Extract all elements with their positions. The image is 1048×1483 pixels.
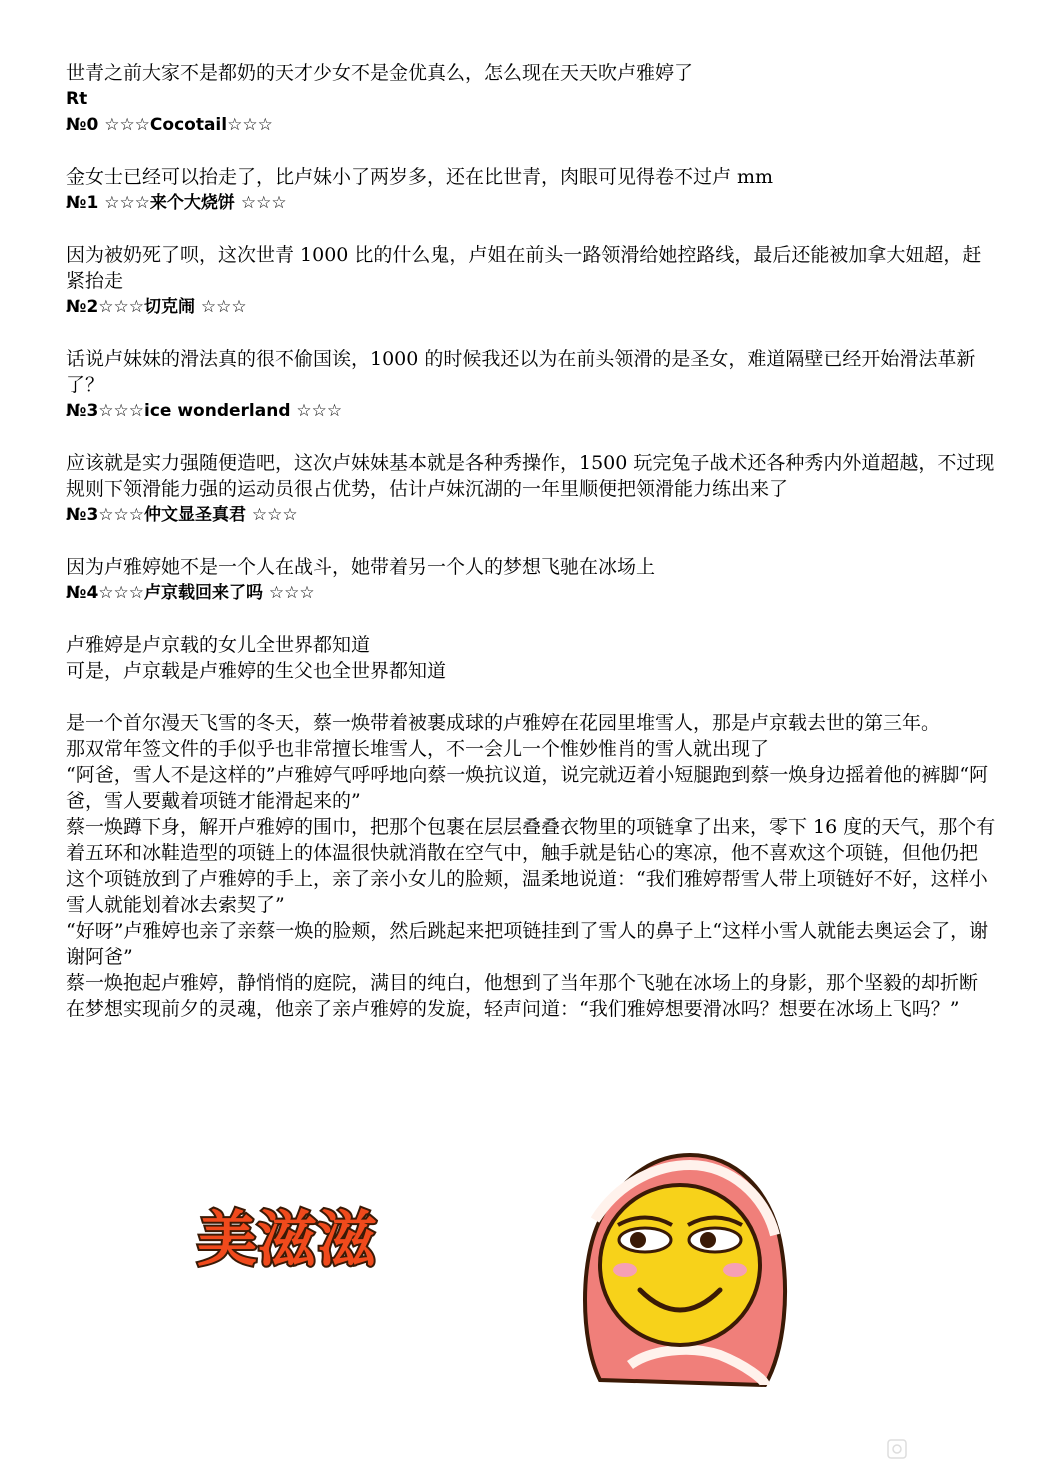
story-paragraph: 蔡一焕蹲下身，解开卢雅婷的围巾，把那个包裹在层层叠叠衣物里的项链拿了出来，零下 16 度的天气，那个有着五环和冰鞋造型的项链上的体温很快就消散在空气中，触手就是钻心的寒凉，他不喜欢这个项链，但他仍把这个项链放到了卢雅婷的手上，亲了亲小女儿的脸颊，温柔地说道：“我们雅婷帮雪人带上项链好不好，这样小雪人就能划着冰去索契了” [66,816,996,916]
reply-header: №3☆☆☆ice wonderland ☆☆☆ [66,401,343,421]
meizizi-sticker-text: 美滋滋 [197,1205,377,1275]
reply-header: №2☆☆☆切克闹 ☆☆☆ [66,297,247,317]
reply-text: 因为被奶死了呗，这次世青 1000 比的什么鬼，卢姐在前头一路领滑给她控路线，最后还能被加拿大妞超，赶紧抬走 [66,244,982,292]
story-paragraph: 是一个首尔漫天飞雪的冬天，蔡一焕带着被裹成球的卢雅婷在花园里堆雪人，那是卢京载去世的第三年。 [66,712,941,734]
reply-header: №0 ☆☆☆Cocotail☆☆☆ [66,115,273,135]
reply-text: 应该就是实力强随便造吧，这次卢妹妹基本就是各种秀操作，1500 玩完兔子战术还各种秀内外道超越，不过现规则下领滑能力强的运动员很占优势，估计卢妹沉湖的一年里顺便把领滑能力练出来了 [66,452,995,500]
reply-text: 话说卢妹妹的滑法真的很不偷国诶，1000 的时候我还以为在前头领滑的是圣女，难道隔壁已经开始滑法革新了？ [66,348,976,396]
story-paragraph: 蔡一焕抱起卢雅婷，静悄悄的庭院，满目的纯白，他想到了当年那个飞驰在冰场上的身影，那个坚毅的却折断在梦想实现前夕的灵魂，他亲了亲卢雅婷的发旋，轻声问道：“我们雅婷想要滑冰吗？想要在冰场上飞吗？” [66,972,979,1020]
story-paragraph: “阿爸，雪人不是这样的”卢雅婷气呼呼地向蔡一焕抗议道，说完就迈着小短腿跑到蔡一焕身边摇着他的裤脚“阿爸，雪人要戴着项链才能滑起来的” [66,764,989,812]
story-intro-line: 可是，卢京载是卢雅婷的生父也全世界都知道 [66,660,447,682]
watermark-icon [886,1438,908,1460]
reply-header: №3☆☆☆仲文显圣真君 ☆☆☆ [66,505,298,525]
reply-text: 因为卢雅婷她不是一个人在战斗，她带着另一个人的梦想飞驰在冰场上 [66,556,656,578]
meizizi-sticker [170,1200,405,1278]
story-intro-line: 卢雅婷是卢京载的女儿全世界都知道 [66,634,371,656]
story-paragraph: 那双常年签文件的手似乎也非常擅长堆雪人，不一会儿一个惟妙惟肖的雪人就出现了 [66,738,770,760]
post-title: 世青之前大家不是都奶的天才少女不是金优真么，怎么现在天天吹卢雅婷了 [66,62,694,84]
op-label: Rt [66,89,88,109]
story-paragraph: “好呀”卢雅婷也亲了亲蔡一焕的脸颊，然后跳起来把项链挂到了雪人的鼻子上“这样小雪人就能去奥运会了，谢谢阿爸” [66,920,989,968]
forum-post [66,60,996,1022]
reply-text: 金女士已经可以抬走了，比卢妹小了两岁多，还在比世青，肉眼可见得卷不过卢 mm [66,166,774,188]
smug-blanket-emoji-icon [570,1140,800,1390]
reply-header: №1 ☆☆☆来个大烧饼 ☆☆☆ [66,193,287,213]
reply-header: №4☆☆☆卢京载回来了吗 ☆☆☆ [66,583,315,603]
